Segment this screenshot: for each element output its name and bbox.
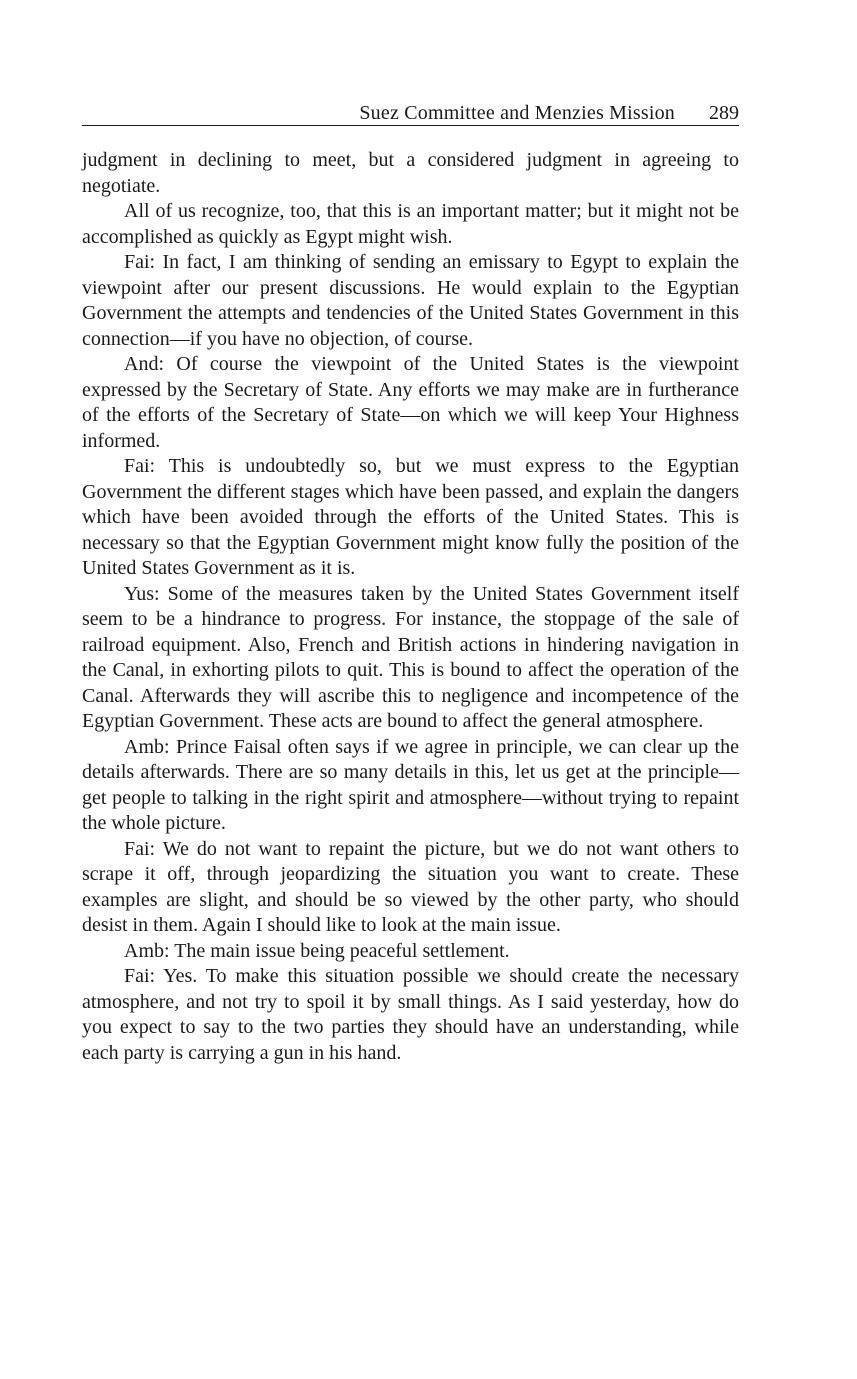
paragraph: And: Of course the viewpoint of the United States is the viewpoint expressed by the Secretary of State. Any efforts we may make are in furtherance of the efforts of the Secretary of State—on which we will keep Your Highness informed. — [82, 353, 739, 452]
running-header — [82, 100, 739, 126]
page-number: 289 — [699, 101, 739, 125]
paragraph: Fai: This is undoubtedly so, but we must express to the Egyptian Government the different stages which have been passed, and explain the dangers which have been avoided through the efforts of the United States. This is necessary so that the Egyptian Government might know fully the position of the United States Government as it is. — [82, 455, 739, 579]
paragraph: Yus: Some of the measures taken by the United States Government itself seem to be a hindrance to progress. For instance, the stoppage of the sale of railroad equipment. Also, French and British actions in hindering navigation in the Canal, in exhorting pilots to quit. This is bound to affect the operation of the Canal. Afterwards they will ascribe this to negligence and incompetence of the Egyptian Government. These acts are bound to affect the general atmosphere. — [82, 582, 739, 732]
paragraph: Amb: Prince Faisal often says if we agree in principle, we can clear up the details afterwards. There are so many details in this, let us get at the principle—get people to talking in the right spirit and atmosphere—without trying to repaint the whole picture. — [82, 735, 739, 834]
body-text — [82, 148, 739, 1066]
paragraph: Fai: Yes. To make this situation possible we should create the necessary atmosphere, and not try to spoil it by small things. As I said yesterday, how do you expect to say to the two parties they should have an understanding, while each party is carrying a gun in his hand. — [82, 965, 739, 1064]
paragraph-continued: judgment in declining to meet, but a considered judgment in agreeing to negotiate. — [82, 149, 739, 197]
paragraph: Fai: In fact, I am thinking of sending an emissary to Egypt to explain the viewpoint after our present discussions. He would explain to the Egyptian Government the attempts and tendencies of the United States Government in this connection—if you have no objection, of course. — [82, 251, 739, 350]
paragraph: All of us recognize, too, that this is an important matter; but it might not be accomplished as quickly as Egypt might wish. — [82, 200, 739, 248]
paragraph: Fai: We do not want to repaint the picture, but we do not want others to scrape it off, through jeopardizing the situation you want to create. These examples are slight, and should be so viewed by the other party, who should desist in them. Again I should like to look at the main issue. — [82, 837, 739, 936]
paragraph: Amb: The main issue being peaceful settlement. — [124, 939, 510, 962]
chapter-title: Suez Committee and Menzies Mission — [353, 101, 675, 125]
book-page — [82, 100, 739, 1066]
